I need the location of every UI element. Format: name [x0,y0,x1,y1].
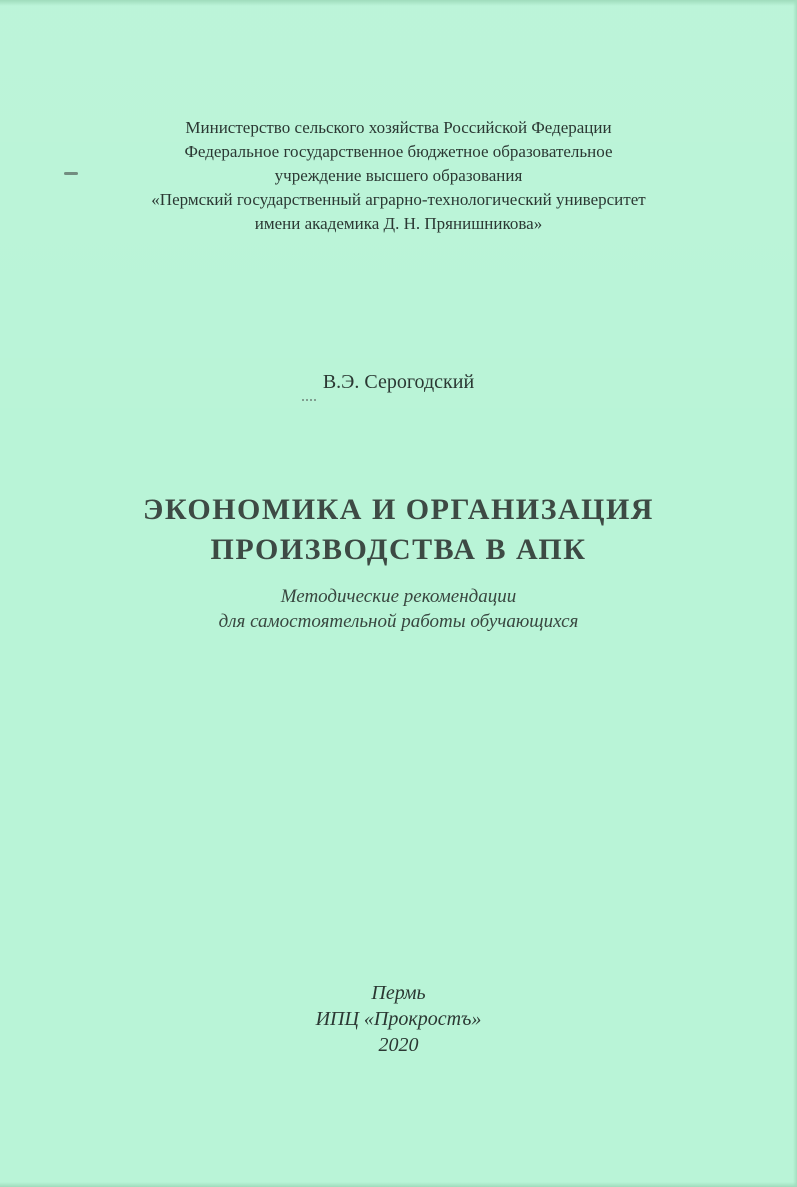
document-title [0,490,797,570]
title-line-1: ЭКОНОМИКА И ОРГАНИЗАЦИЯ [143,493,654,526]
author-name: В.Э. Серогодский [322,371,475,393]
institution-line-1: Министерство сельского хозяйства Российской Федерации [185,118,612,137]
institution-line-2: Федеральное государственное бюджетное образовательное [184,142,613,161]
scan-smudge [64,172,78,175]
imprint-city: Пермь [371,982,426,1004]
institution-line-3: учреждение высшего образования [274,166,523,185]
imprint-publisher: ИПЦ «Прокростъ» [315,1008,482,1030]
institution-line-4: «Пермский государственный аграрно-технологический университет [151,190,646,209]
institution-line-5: имени академика Д. Н. Прянишникова» [254,214,543,233]
imprint-block [0,980,797,1058]
scan-smudge-author [302,395,316,401]
subtitle-line-2: для самостоятельной работы обучающихся [218,611,579,632]
author-block [0,369,797,395]
subtitle-line-1: Методические рекомендации [280,586,517,607]
title-line-2: ПРОИЗВОДСТВА В АПК [210,533,587,566]
document-subtitle [0,584,797,634]
imprint-year: 2020 [378,1034,419,1056]
page-edge-bottom [0,1182,797,1187]
page-edge-top [0,0,797,6]
institution-header [0,116,797,236]
